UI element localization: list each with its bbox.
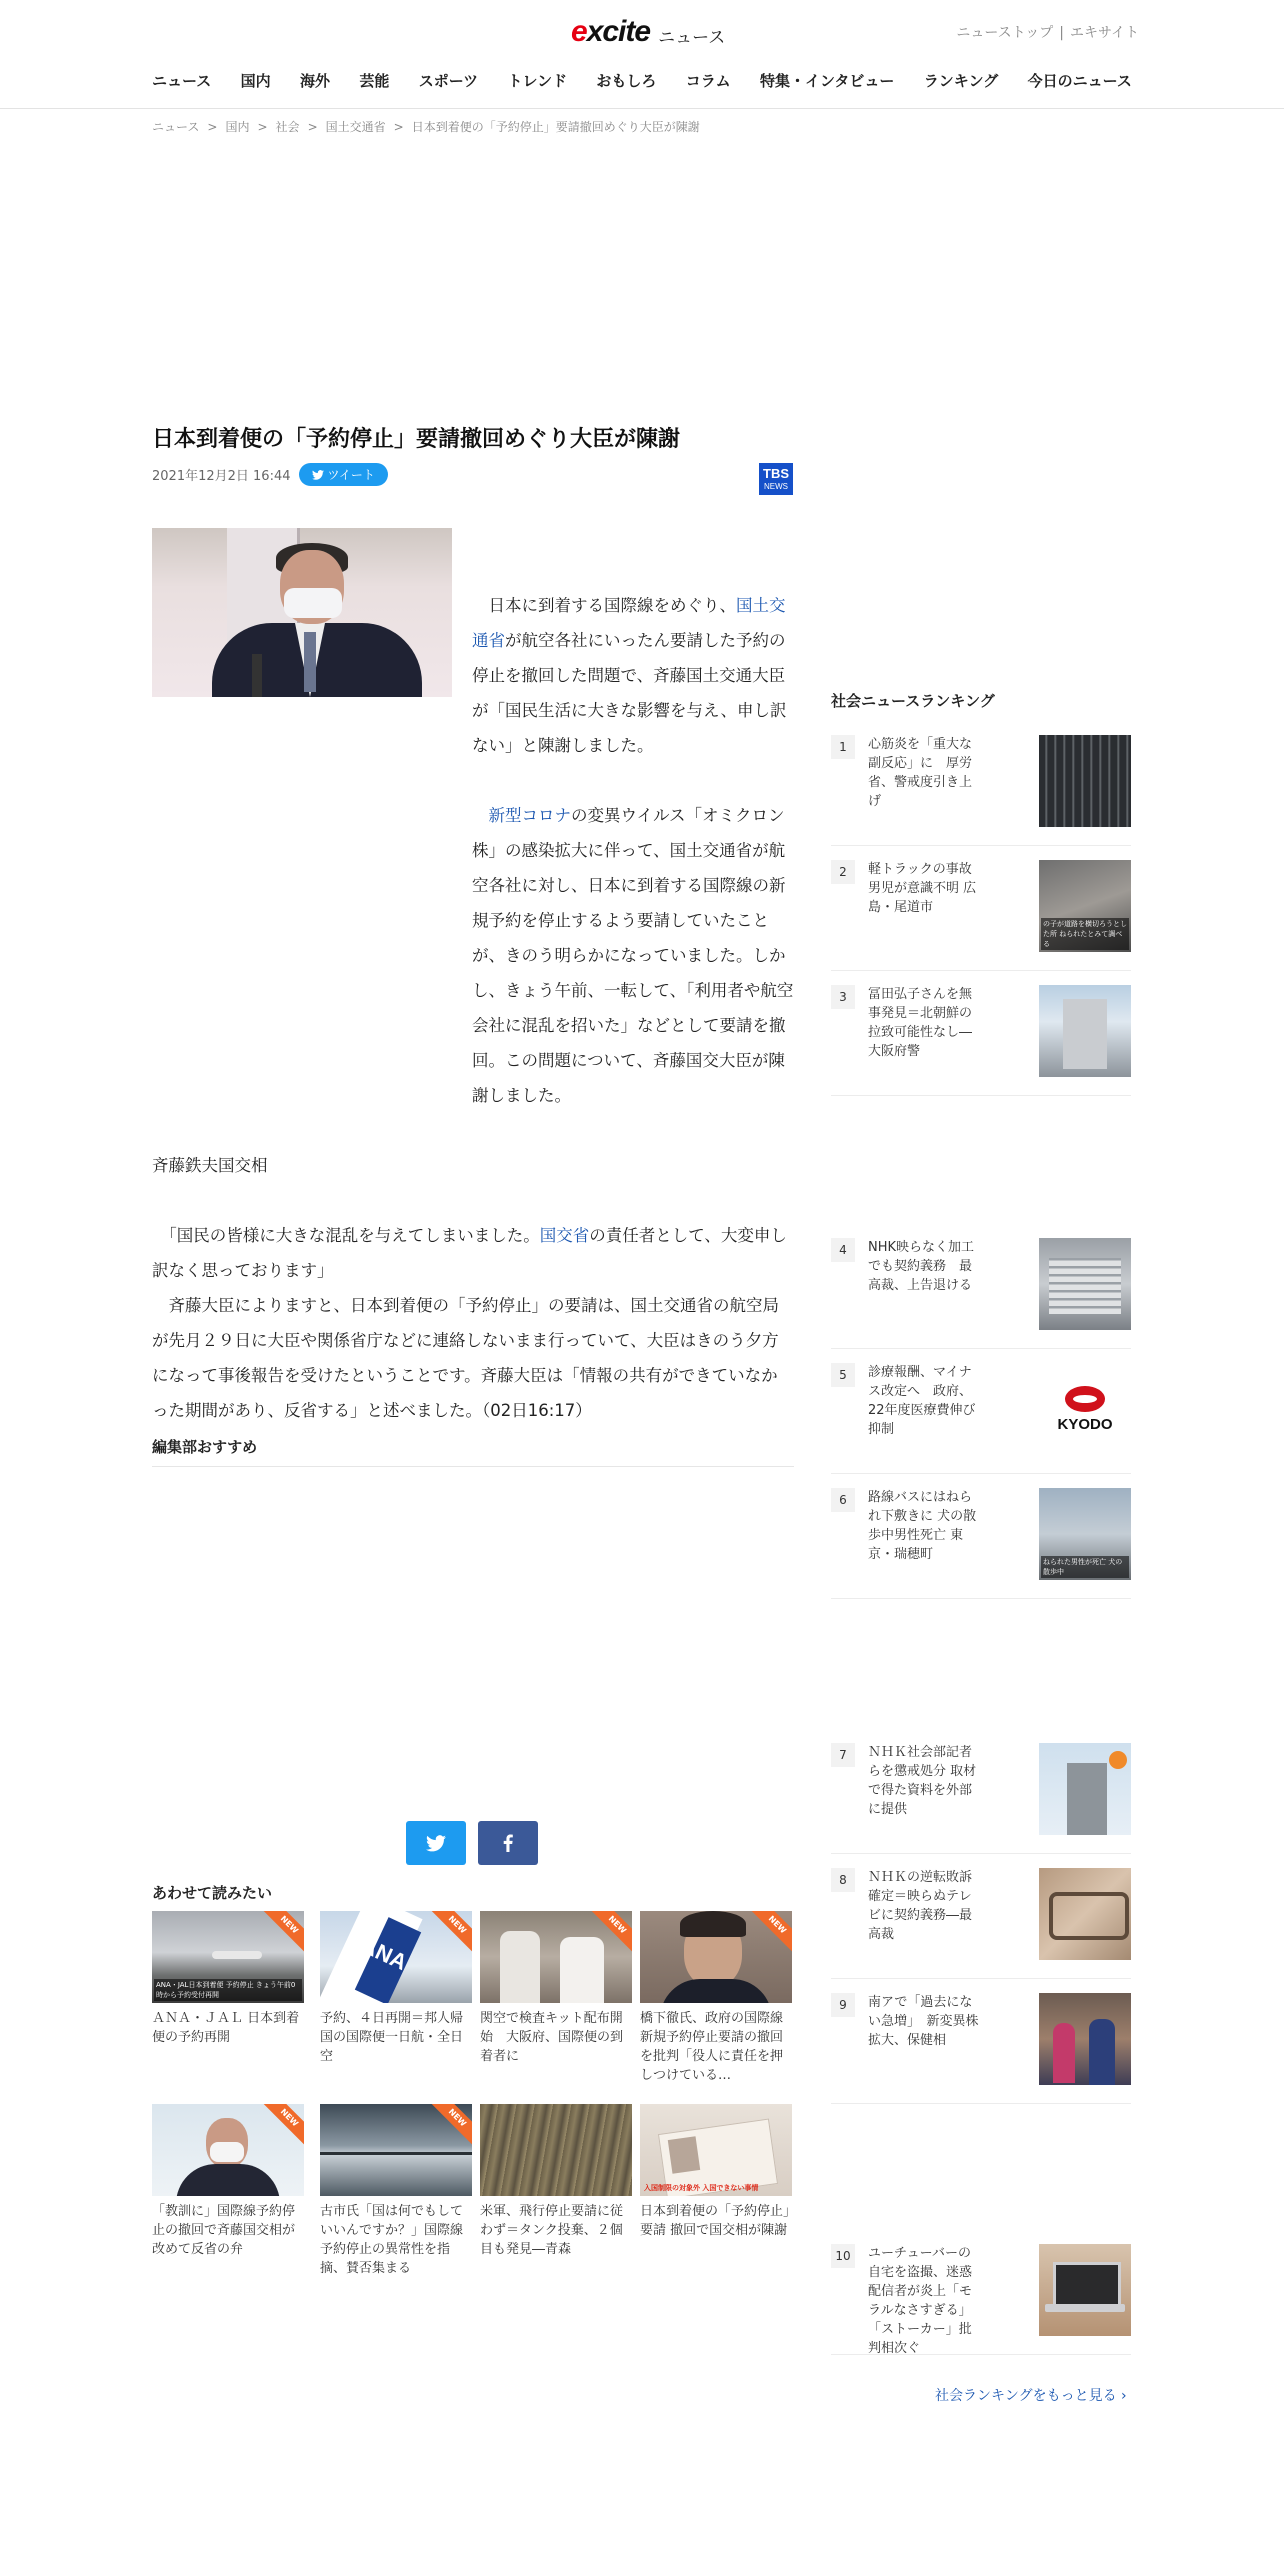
thumb-caption: ANA・JAL日本到着便 予約停止 きょう午前0時から予約受付再開 (154, 1979, 302, 2001)
related-heading: あわせて読みたい (152, 1884, 273, 1902)
related-title: 橋下徹氏、政府の国際線新規予約停止要請の撤回を批判「役人に責任を押しつけている… (640, 2011, 784, 2083)
article-title: 日本到着便の「予約停止」要請撤回めぐり大臣が陳謝 (152, 427, 681, 452)
rank-title: 路線バスにはねられ下敷きに 犬の散歩中男性死亡 東京・瑞穂町 (868, 1490, 977, 1562)
rank-number: 6 (831, 1488, 855, 1512)
nav-feature-interview[interactable]: 特集・インタビュー (759, 72, 895, 90)
rank-title: NHK映らなく加工でも契約義務 最高裁、上告退ける (868, 1240, 975, 1293)
logo-section: ニュース (658, 27, 726, 48)
link-new-corona[interactable]: 新型コロナ (488, 806, 571, 825)
related-title: 関空で検査キット配布開始 大阪府、国際便の到着者に (480, 2011, 624, 2064)
rank-thumb (1039, 860, 1131, 952)
tbs-badge-text: TBS (763, 466, 789, 481)
link-mlit[interactable]: 国土交通省 (472, 596, 786, 650)
ranking-item[interactable] (831, 1488, 1131, 1599)
breadcrumb-current: 日本到着便の「予約停止」要請撤回めぐり大臣が陳謝 (411, 120, 700, 134)
twitter-bird-icon (312, 470, 324, 480)
breadcrumb-society[interactable]: 社会 (275, 120, 300, 134)
new-badge: NEW (428, 1911, 472, 1954)
ranking-more-link[interactable] (935, 2385, 1127, 2405)
rank-title: 冨田弘子さんを無事発見＝北朝鮮の拉致可能性なし―大阪府警 (868, 987, 973, 1059)
new-badge: NEW (748, 1911, 792, 1954)
nav-fun[interactable]: おもしろ (596, 72, 657, 90)
ranking-heading: 社会ニュースランキング (831, 692, 995, 710)
main-nav (152, 70, 1132, 91)
thumb-caption: ねられた男性が死亡 犬の散歩中 (1041, 1556, 1129, 1578)
rank-thumb (1039, 1868, 1131, 1960)
excite-site-link[interactable]: エキサイト (1069, 25, 1139, 41)
speaker-label: 斉藤鉄夫国交相 (152, 1156, 268, 1175)
rank-title: 軽トラックの事故 男児が意識不明 広島・尾道市 (868, 862, 977, 915)
ranking-item[interactable] (831, 1993, 1131, 2104)
related-thumb (320, 2104, 472, 2196)
rank-title: 南アで「過去にない急増」 新変異株拡大、保健相 (868, 1995, 979, 2048)
article-meta (152, 463, 388, 486)
rank-thumb (1039, 1488, 1131, 1580)
breadcrumb-news[interactable]: ニュース (152, 120, 200, 134)
related-card[interactable] (320, 2104, 472, 2278)
separator: | (1059, 25, 1064, 41)
related-thumb (640, 2104, 792, 2196)
article-body (152, 588, 794, 1428)
related-card[interactable] (152, 2104, 304, 2259)
ranking-item[interactable] (831, 735, 1131, 846)
tweet-button[interactable] (299, 463, 388, 486)
chevron-right-icon: > (207, 120, 218, 134)
related-thumb (152, 1911, 304, 2003)
related-thumb (640, 1911, 792, 2003)
ranking-item[interactable] (831, 1363, 1131, 1474)
facebook-share-button[interactable] (478, 1821, 538, 1865)
article-paragraph: 新型コロナの変異ウイルス「オミクロン株」の感染拡大に伴って、国土交通省が航空各社に対し、日本に到着する国際線の新規予約を停止するよう要請していたことが、きのう明らかになっていました。しかし、きょう午前、一転して、「利用者や航空会社に混乱を招いた」などとして要請を撤回。この問題について、斉藤国交大臣が陳謝しました。 (472, 806, 794, 1105)
ranking-item[interactable] (831, 985, 1131, 1096)
rank-thumb (1039, 2244, 1131, 2336)
rank-number: 2 (831, 860, 855, 884)
new-badge: NEW (260, 2104, 304, 2147)
related-thumb (152, 2104, 304, 2196)
excite-news-logo[interactable] (571, 12, 725, 52)
related-card[interactable] (480, 1911, 632, 2066)
related-card[interactable] (640, 2104, 792, 2240)
rank-number: 10 (831, 2244, 855, 2268)
rank-title: ＮＨＫの逆転敗訴確定＝映らぬテレビに契約義務―最高裁 (868, 1870, 973, 1942)
related-card[interactable] (320, 1911, 472, 2066)
related-thumb (480, 1911, 632, 2003)
rank-thumb (1039, 1993, 1131, 2085)
tweet-label: ツイート (327, 468, 375, 482)
article-paragraph: 日本に到着する国際線をめぐり、国土交通省が航空各社にいったん要請した予約の停止を撤回した問題で、斉藤国土交通大臣が「国民生活に大きな影響を与え、申し訳ない」と陳謝しました。 (472, 596, 787, 755)
related-title: 日本到着便の「予約停止」要請 撤回で国交相が陳謝 (640, 2204, 790, 2238)
rank-number: 3 (831, 985, 855, 1009)
new-badge: NEW (588, 1911, 632, 1954)
nav-ranking[interactable]: ランキング (923, 72, 999, 90)
rank-title: ユーチューバーの自宅を盗撮、迷惑配信者が炎上「モラルなさすぎる」「ストーカー」批判相次ぐ (868, 2246, 973, 2356)
logo-brand: excite (571, 15, 651, 48)
news-top-link[interactable]: ニューストップ (956, 25, 1054, 41)
rank-thumb (1039, 735, 1131, 827)
editor-recommend-heading: 編集部おすすめ (152, 1438, 258, 1456)
related-card[interactable] (152, 1911, 304, 2047)
divider (152, 1466, 794, 1467)
rank-number: 7 (831, 1743, 855, 1767)
rank-number: 8 (831, 1868, 855, 1892)
nav-today-news[interactable]: 今日のニュース (1027, 72, 1132, 90)
nav-trend[interactable]: トレンド (507, 72, 568, 90)
related-thumb (480, 2104, 632, 2196)
facebook-f-icon (503, 1834, 513, 1852)
related-title: 「教訓に」国際線予約停止の撤回で斉藤国交相が改めて反省の弁 (152, 2204, 296, 2257)
kyodo-logo-thumb (1039, 1363, 1131, 1455)
ranking-more-label: 社会ランキングをもっと見る (935, 2388, 1117, 2404)
breadcrumb-mlit[interactable]: 国土交通省 (325, 120, 386, 134)
ranking-item[interactable] (831, 1868, 1131, 1979)
chevron-right-icon: > (257, 120, 268, 134)
thumb-caption: 入国制限の対象外 入国できない事情 (644, 2184, 759, 2192)
related-thumb: ANA NEW (320, 1911, 472, 2003)
related-title: 米軍、飛行停止要請に従わず＝タンク投棄、２個目も発見―青森 (480, 2204, 624, 2257)
article-quote: 「国民の皆様に大きな混乱を与えてしまいました。国交省の責任者として、大変申し訳なく思っております」 (152, 1226, 787, 1280)
nav-entertainment[interactable]: 芸能 (359, 72, 390, 90)
nav-column[interactable]: コラム (685, 72, 731, 90)
ranking-item[interactable] (831, 2244, 1131, 2355)
nav-news[interactable]: ニュース (152, 72, 212, 90)
thumb-caption: の子が道路を横切ろうとした所 ねられたとみて調べる (1043, 920, 1127, 948)
nav-overseas[interactable]: 海外 (299, 72, 330, 90)
new-badge: NEW (260, 1911, 304, 1954)
tbs-news-logo[interactable] (759, 463, 793, 495)
kyodo-logo-text: KYODO (1057, 1415, 1113, 1433)
ranking-item[interactable] (831, 860, 1131, 971)
rank-number: 9 (831, 1993, 855, 2017)
article-paragraph: 斉藤大臣によりますと、日本到着便の「予約停止」の要請は、国土交通省の航空局が先月２９日に大臣や関係省庁などに連絡しないまま行っていて、大臣はきのう夕方になって事後報告を受けたということです。斉藤大臣は「情報の共有ができていなかった期間があり、反省する」と述べました。（02日16:17） (152, 1296, 779, 1420)
rank-thumb (1039, 1238, 1131, 1330)
related-card[interactable] (480, 2104, 632, 2259)
rank-number: 1 (831, 735, 855, 759)
new-badge: NEW (428, 2104, 472, 2147)
nav-domestic[interactable]: 国内 (240, 72, 271, 90)
related-title: ＡＮＡ・ＪＡＬ 日本到着便の予約再開 (152, 2011, 300, 2045)
rank-thumb (1039, 985, 1131, 1077)
top-links (956, 22, 1139, 42)
ranking-item[interactable] (831, 1238, 1131, 1349)
nav-sports[interactable]: スポーツ (418, 72, 479, 90)
breadcrumb-domestic[interactable]: 国内 (225, 120, 250, 134)
related-title: 予約、４日再開＝邦人帰国の国際便一日航・全日空 (320, 2011, 464, 2064)
twitter-share-button[interactable] (406, 1821, 466, 1865)
related-card[interactable] (640, 1911, 792, 2085)
chevron-right-icon: › (1121, 2388, 1127, 2404)
rank-title: ＮＨＫ社会部記者らを懲戒処分 取材で得た資料を外部に提供 (868, 1745, 977, 1817)
breadcrumb (152, 118, 700, 135)
related-title: 古市氏「国は何でもしていいんですか？」国際線予約停止の異常性を指摘、賛否集まる (320, 2204, 464, 2276)
rank-title: 心筋炎を「重大な副反応」に 厚労省、警戒度引き上げ (868, 737, 973, 809)
article-date: 2021年12月2日 16:44 (152, 469, 291, 484)
chevron-right-icon: > (307, 120, 318, 134)
rank-title: 診療報酬、マイナス改定へ 政府、22年度医療費伸び抑制 (868, 1365, 976, 1437)
rank-number: 4 (831, 1238, 855, 1262)
rank-thumb (1039, 1743, 1131, 1835)
link-mlit-short[interactable]: 国交省 (539, 1226, 590, 1245)
ranking-item[interactable] (831, 1743, 1131, 1854)
twitter-bird-icon (426, 1835, 446, 1852)
chevron-right-icon: > (393, 120, 404, 134)
tbs-badge-sub: NEWS (764, 482, 788, 491)
site-header (0, 0, 1284, 109)
rank-number: 5 (831, 1363, 855, 1387)
